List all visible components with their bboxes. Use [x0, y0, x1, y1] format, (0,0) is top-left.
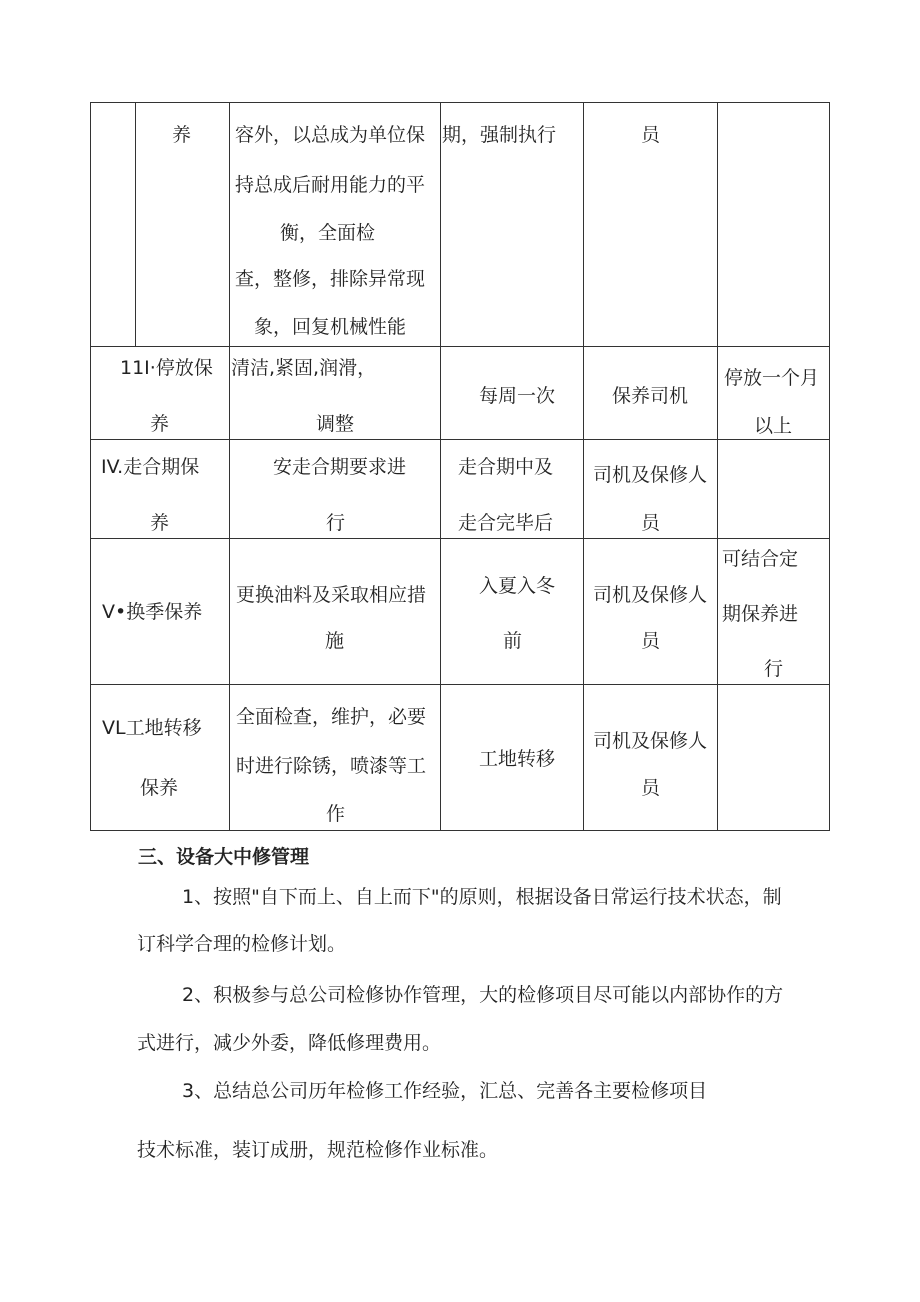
cell-personnel-line: 司机及保修人	[593, 464, 708, 486]
row-divider	[90, 439, 830, 440]
cell-content-line: 施	[325, 630, 345, 652]
table-border-top	[90, 102, 830, 103]
paragraph-line: 式进行，减少外委，降低修理费用。	[137, 1032, 442, 1054]
cell-period-line: 期，强制执行	[442, 124, 557, 146]
cell-name-line: 保养	[140, 777, 179, 799]
column-divider	[229, 102, 230, 831]
maintenance-table	[90, 102, 830, 831]
cell-personnel-line: 司机及保修人	[593, 584, 708, 606]
table-border-left	[90, 102, 91, 831]
row-divider	[90, 684, 830, 685]
cell-content-line: 象，回复机械性能	[254, 316, 407, 338]
cell-name-line: VL工地转移	[102, 717, 202, 739]
cell-name-line: V•换季保养	[102, 601, 203, 623]
cell-content-line: 容外，以总成为单位保	[235, 124, 426, 146]
cell-content-line: 作	[326, 803, 346, 825]
cell-personnel-line: 保养司机	[612, 385, 689, 407]
paragraph-line: 1、按照"自下而上、自上而下"的原则，根据设备日常运行技术状态，制	[182, 886, 782, 908]
cell-period-line: 走合完毕后	[458, 512, 554, 534]
cell-name-line: 养	[172, 124, 192, 146]
cell-content-line: 衡，全面检	[280, 222, 376, 244]
column-divider	[717, 102, 718, 831]
paragraph-line: 3、总结总公司历年检修工作经验，汇总、完善各主要检修项目	[182, 1080, 708, 1102]
cell-period-line: 前	[503, 630, 523, 652]
cell-period-line: 入夏入冬	[479, 575, 556, 597]
cell-content-line: 全面检查，维护，必要	[236, 706, 427, 728]
table-border-bottom	[90, 830, 830, 831]
cell-name-line: 养	[150, 413, 170, 435]
cell-name-line: 11I·停放保	[120, 357, 213, 379]
cell-period-line: 工地转移	[479, 748, 556, 770]
cell-personnel-line: 员	[641, 630, 661, 652]
table-border-right	[829, 102, 830, 831]
cell-content-line: 时进行除锈，喷漆等工	[236, 755, 427, 777]
cell-personnel-line: 员	[641, 124, 661, 146]
column-divider-inner	[135, 102, 136, 346]
row-divider	[90, 346, 830, 347]
cell-content-line: 持总成后耐用能力的平	[235, 174, 426, 196]
cell-period-line: 走合期中及	[458, 456, 554, 478]
cell-personnel-line: 员	[641, 512, 661, 534]
column-divider	[440, 102, 441, 831]
paragraph-line: 技术标准，装订成册，规范检修作业标准。	[137, 1139, 499, 1161]
cell-note-line: 以上	[754, 415, 793, 437]
section-heading: 三、设备大中修管理	[138, 846, 310, 868]
cell-personnel-line: 司机及保修人	[593, 730, 708, 752]
cell-content-line: 清洁,紧固,润滑，	[231, 357, 377, 379]
cell-content-line: 查，整修，排除异常现	[235, 268, 426, 290]
column-divider	[583, 102, 584, 831]
paragraph-line: 2、积极参与总公司检修协作管理，大的检修项目尽可能以内部协作的方	[182, 984, 784, 1006]
cell-personnel-line: 员	[641, 777, 661, 799]
cell-note-line: 可结合定	[722, 548, 799, 570]
row-divider	[90, 538, 830, 539]
cell-note-line: 行	[764, 658, 784, 680]
cell-name-line: IV.走合期保	[101, 456, 200, 478]
cell-note-line: 停放一个月	[724, 367, 820, 389]
cell-content-line: 调整	[316, 413, 355, 435]
cell-period-line: 每周一次	[479, 385, 556, 407]
cell-name-line: 养	[150, 512, 170, 534]
paragraph-line: 订科学合理的检修计划。	[137, 933, 347, 955]
cell-content-line: 行	[326, 512, 346, 534]
cell-note-line: 期保养进	[722, 603, 799, 625]
cell-content-line: 安走合期要求进	[273, 456, 407, 478]
cell-content-line: 更换油料及采取相应措	[236, 584, 427, 606]
